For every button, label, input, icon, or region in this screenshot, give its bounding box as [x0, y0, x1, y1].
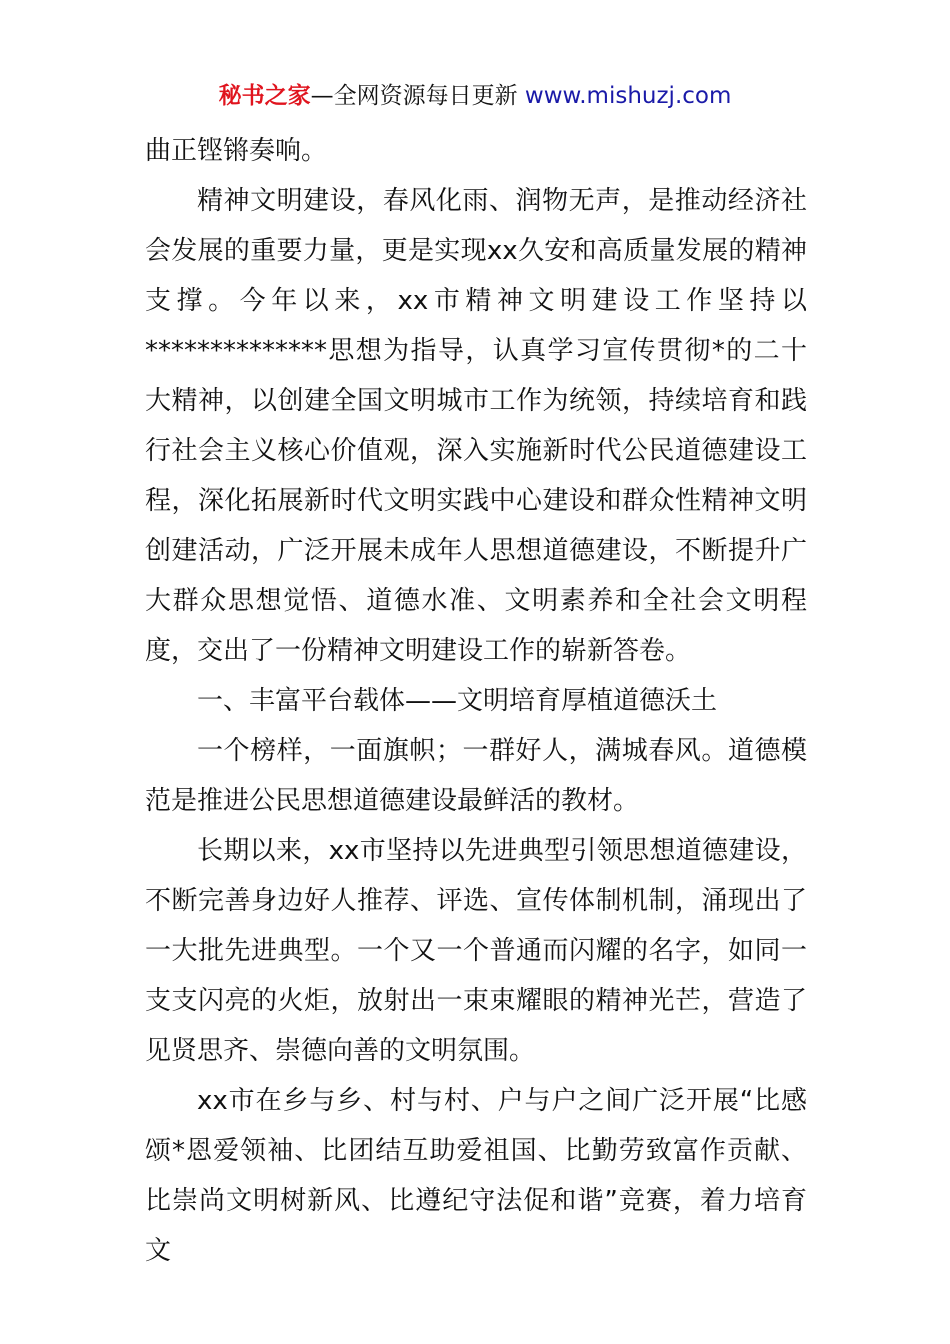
header-url-link[interactable]: www.mishuzj.com: [524, 83, 732, 109]
paragraph-continuation: 曲正铿锵奏响。: [145, 136, 328, 166]
header-tagline: —全网资源每日更新: [310, 83, 525, 109]
page-header: [0, 80, 950, 112]
paragraph-role-model: 一个榜样，一面旗帜；一群好人，满城春风。道德模范是推进公民思想道德建设最鲜活的教材。: [145, 736, 807, 816]
paragraph-typical-examples: 长期以来，xx市坚持以先进典型引领思想道德建设，不断完善身边好人推荐、评选、宣传体制机制，涌现出了一大批先进典型。一个又一个普通而闪耀的名字，如同一支支闪亮的火炬，放射出一束束耀眼的精神光芒，营造了见贤思齐、崇德向善的文明氛围。: [145, 836, 807, 1066]
brand-name: 秘书之家: [218, 83, 311, 109]
section-heading: 一、丰富平台载体——文明培育厚植道德沃土: [197, 686, 718, 716]
paragraph-intro: 精神文明建设，春风化雨、润物无声，是推动经济社会发展的重要力量，更是实现xx久安和高质量发展的精神支撑。今年以来，xx市精神文明建设工作坚持以**************思想为指导，认真学习宣传贯彻*的二十大精神，以创建全国文明城市工作为统领，持续培育和践行社会主义核心价值观，深入实施新时代公民道德建设工程，深化拓展新时代文明实践中心建设和群众性精神文明创建活动，广泛开展未成年人思想道德建设，不断提升广大群众思想觉悟、道德水准、文明素养和全社会文明程度，交出了一份精神文明建设工作的崭新答卷。: [145, 186, 807, 666]
paragraph-competition: xx市在乡与乡、村与村、户与户之间广泛开展“比感颂*恩爱领袖、比团结互助爱祖国、比勤劳致富作贡献、比崇尚文明树新风、比遵纪守法促和谐”竞赛，着力培育文: [145, 1086, 807, 1266]
document-body: [145, 126, 807, 1276]
